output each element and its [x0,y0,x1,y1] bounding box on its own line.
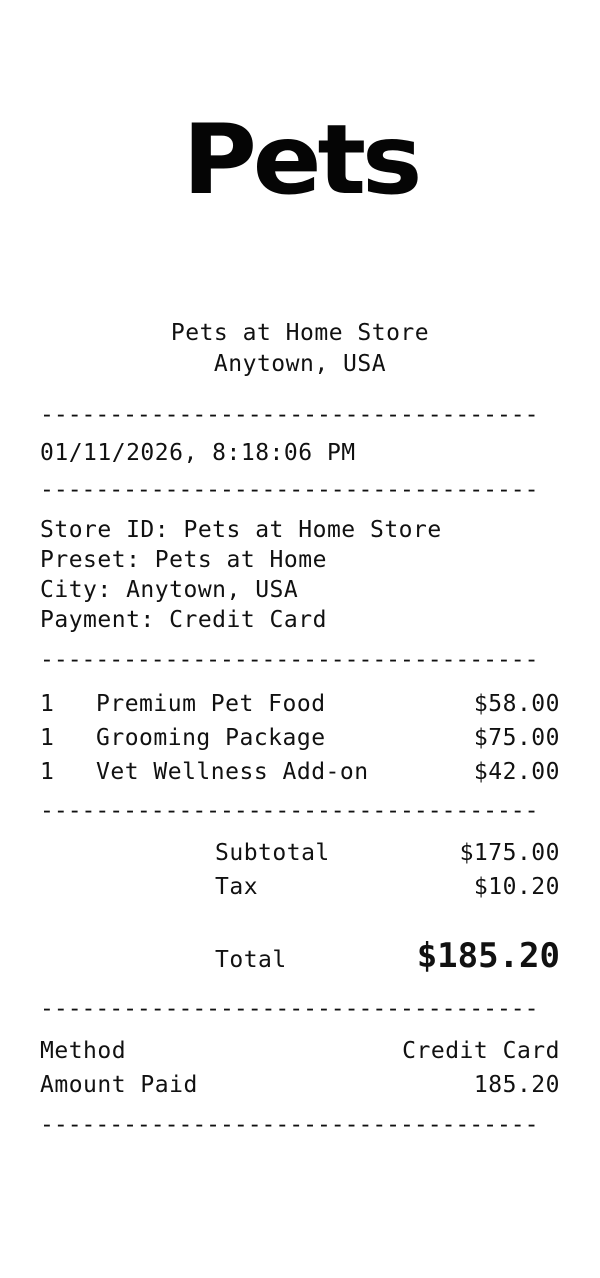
divider-4: ------------------------------------ [40,798,539,824]
store-header [40,318,560,380]
subtotal-row [40,836,560,870]
tax-row [40,870,560,904]
item-price: $75.00 [473,725,560,751]
item-description: Grooming Package [96,725,326,751]
item-description: Premium Pet Food [96,691,326,717]
item-qty: 1 [40,759,55,785]
item-price: $42.00 [473,759,560,785]
divider-2: ------------------------------------ [40,477,539,503]
payment-method-label: Method [40,1038,127,1064]
payment-block [40,1034,560,1102]
table-row [40,687,560,721]
payment-method-value: Credit Card [402,1038,560,1064]
divider-6: ------------------------------------ [40,1112,539,1138]
tax-value: $10.20 [473,874,560,900]
meta-payment: Payment: Credit Card [40,607,327,633]
payment-method-row [40,1034,560,1068]
subtotal-label: Subtotal [215,840,330,866]
divider-3: ------------------------------------ [40,647,539,673]
meta-preset: Preset: Pets at Home [40,547,327,573]
table-row [40,755,560,789]
line-items [40,687,560,789]
receipt-datetime: 01/11/2026, 8:18:06 PM [40,440,356,466]
meta-store-id: Store ID: Pets at Home Store [40,517,442,543]
brand-logo-text: Pets [182,104,418,216]
item-qty: 1 [40,691,55,717]
amount-paid-row [40,1068,560,1102]
total-row [40,936,560,976]
store-city: Anytown, USA [213,351,387,377]
amount-paid-label: Amount Paid [40,1072,198,1098]
meta-city: City: Anytown, USA [40,577,299,603]
divider-5: ------------------------------------ [40,996,539,1022]
total-value: $185.20 [416,936,560,976]
table-row [40,721,560,755]
amount-paid-value: 185.20 [473,1072,560,1098]
item-qty: 1 [40,725,55,751]
totals-block [40,836,560,976]
total-label: Total [215,947,287,973]
subtotal-value: $175.00 [459,840,560,866]
divider-1: ------------------------------------ [40,402,539,428]
item-price: $58.00 [473,691,560,717]
receipt-meta [40,515,560,635]
brand-logo [40,0,560,300]
tax-label: Tax [215,874,259,900]
store-name: Pets at Home Store [170,320,430,346]
item-description: Vet Wellness Add-on [96,759,369,785]
